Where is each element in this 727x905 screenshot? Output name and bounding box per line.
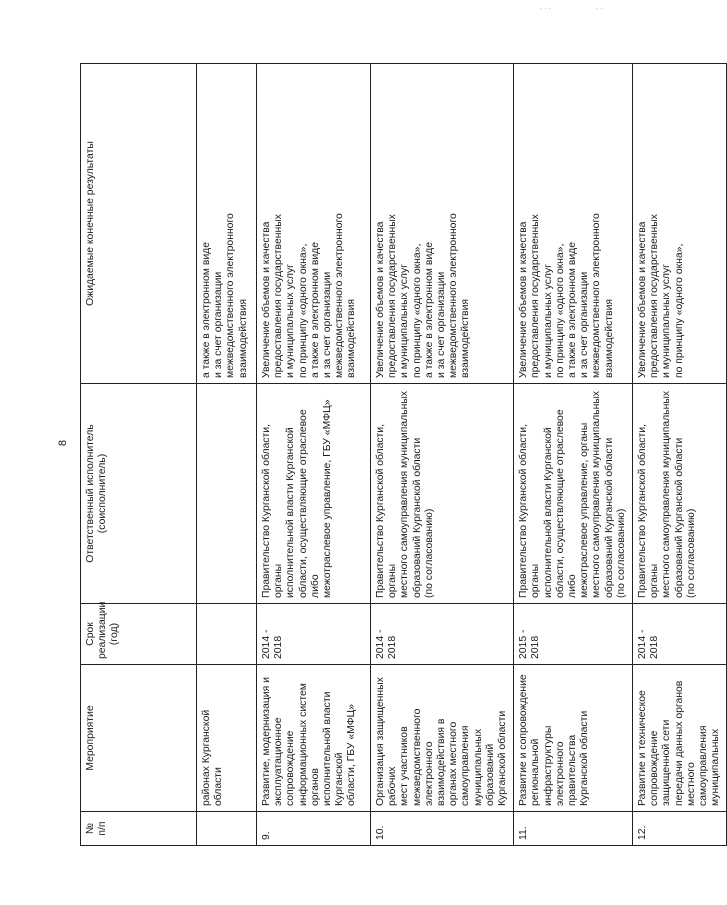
table-header-row <box>81 64 197 846</box>
scan-mark: - - <box>596 6 603 13</box>
cell-executor: Правительство Курганской области, органы исполнительной власти Курганской области, осуществляющие отраслевое либо межотраслевое управление, ГБУ «МФЦ» <box>257 384 371 604</box>
cell-event: районах Курганской области <box>197 665 257 812</box>
cell-event: Развитие, модернизация и эксплуатационное сопровождение информационных систем органов исполнительной власти Курганской области, ГБУ «МФЦ» <box>257 665 371 812</box>
header-results: Ожидаемые конечные результаты <box>81 64 197 384</box>
cell-term <box>197 604 257 665</box>
table-row <box>633 64 727 846</box>
table-row <box>197 64 257 846</box>
header-term: Срок реализации (год) <box>81 604 197 665</box>
cell-num: 11. <box>514 812 633 846</box>
cell-term: 2014 - 2018 <box>371 604 514 665</box>
cell-event: Развитие и сопровождение региональной инфраструктуры электронного правительства Курганской области <box>514 665 633 812</box>
cell-results: Увеличение объемов и качества предоставления государственных и муниципальных услуг по принципу «одного окна», а также в электронном виде и за счет организации межведомственного электронного взаимодействия <box>371 64 514 384</box>
cell-executor <box>197 384 257 604</box>
cell-executor: Правительство Курганской области, органы местного самоуправления муниципальных образований Курганской области (по согласованию) <box>633 384 727 604</box>
cell-term: 2015 - 2018 <box>514 604 633 665</box>
header-num: № п/п <box>81 812 197 846</box>
header-event: Мероприятие <box>81 665 197 812</box>
table-row <box>371 64 514 846</box>
cell-results: Увеличение объемов и качества предоставления государственных и муниципальных услуг по принципу «одного окна», <box>633 64 727 384</box>
cell-results: а также в электронном виде и за счет организации межведомственного электронного взаимодействия <box>197 64 257 384</box>
cell-executor: Правительство Курганской области, органы исполнительной власти Курганской области, осуществляющие отраслевое либо межотраслевое управление, органы местного самоуправления муниципальных образований Курганской области (по согласованию) <box>514 384 633 604</box>
scan-mark: - - - <box>540 6 551 13</box>
cell-event: Развитие и техническое сопровождение защищенной сети передачи данных органов местного самоуправления муниципальных <box>633 665 727 812</box>
header-executor: Ответственный исполнитель (соисполнитель) <box>81 384 197 604</box>
cell-event: Организация защищенных рабочих мест участников межведомственного электронного взаимодействия в органах местного самоуправления муниципальных образований Курганской области <box>371 665 514 812</box>
cell-term: 2014 - 2018 <box>633 604 727 665</box>
table-row <box>257 64 371 846</box>
cell-num <box>197 812 257 846</box>
cell-executor: Правительство Курганской области, органы местного самоуправления муниципальных образований Курганской области (по согласованию) <box>371 384 514 604</box>
cell-num: 12. <box>633 812 727 846</box>
cell-results: Увеличение объемов и качества предоставления государственных и муниципальных услуг по принципу «одного окна», а также в электронном виде и за счет организации межведомственного электронного взаимодействия <box>257 64 371 384</box>
cell-num: 9. <box>257 812 371 846</box>
rotated-table-frame <box>80 64 722 846</box>
cell-num: 10. <box>371 812 514 846</box>
program-events-table <box>80 63 727 846</box>
cell-term: 2014 - 2018 <box>257 604 371 665</box>
cell-results: Увеличение объемов и качества предоставления государственных и муниципальных услуг по принципу «одного окна», а также в электронном виде и за счет организации межведомственного электронного взаимодействия <box>514 64 633 384</box>
page-number: 8 <box>57 439 70 447</box>
table-row <box>514 64 633 846</box>
